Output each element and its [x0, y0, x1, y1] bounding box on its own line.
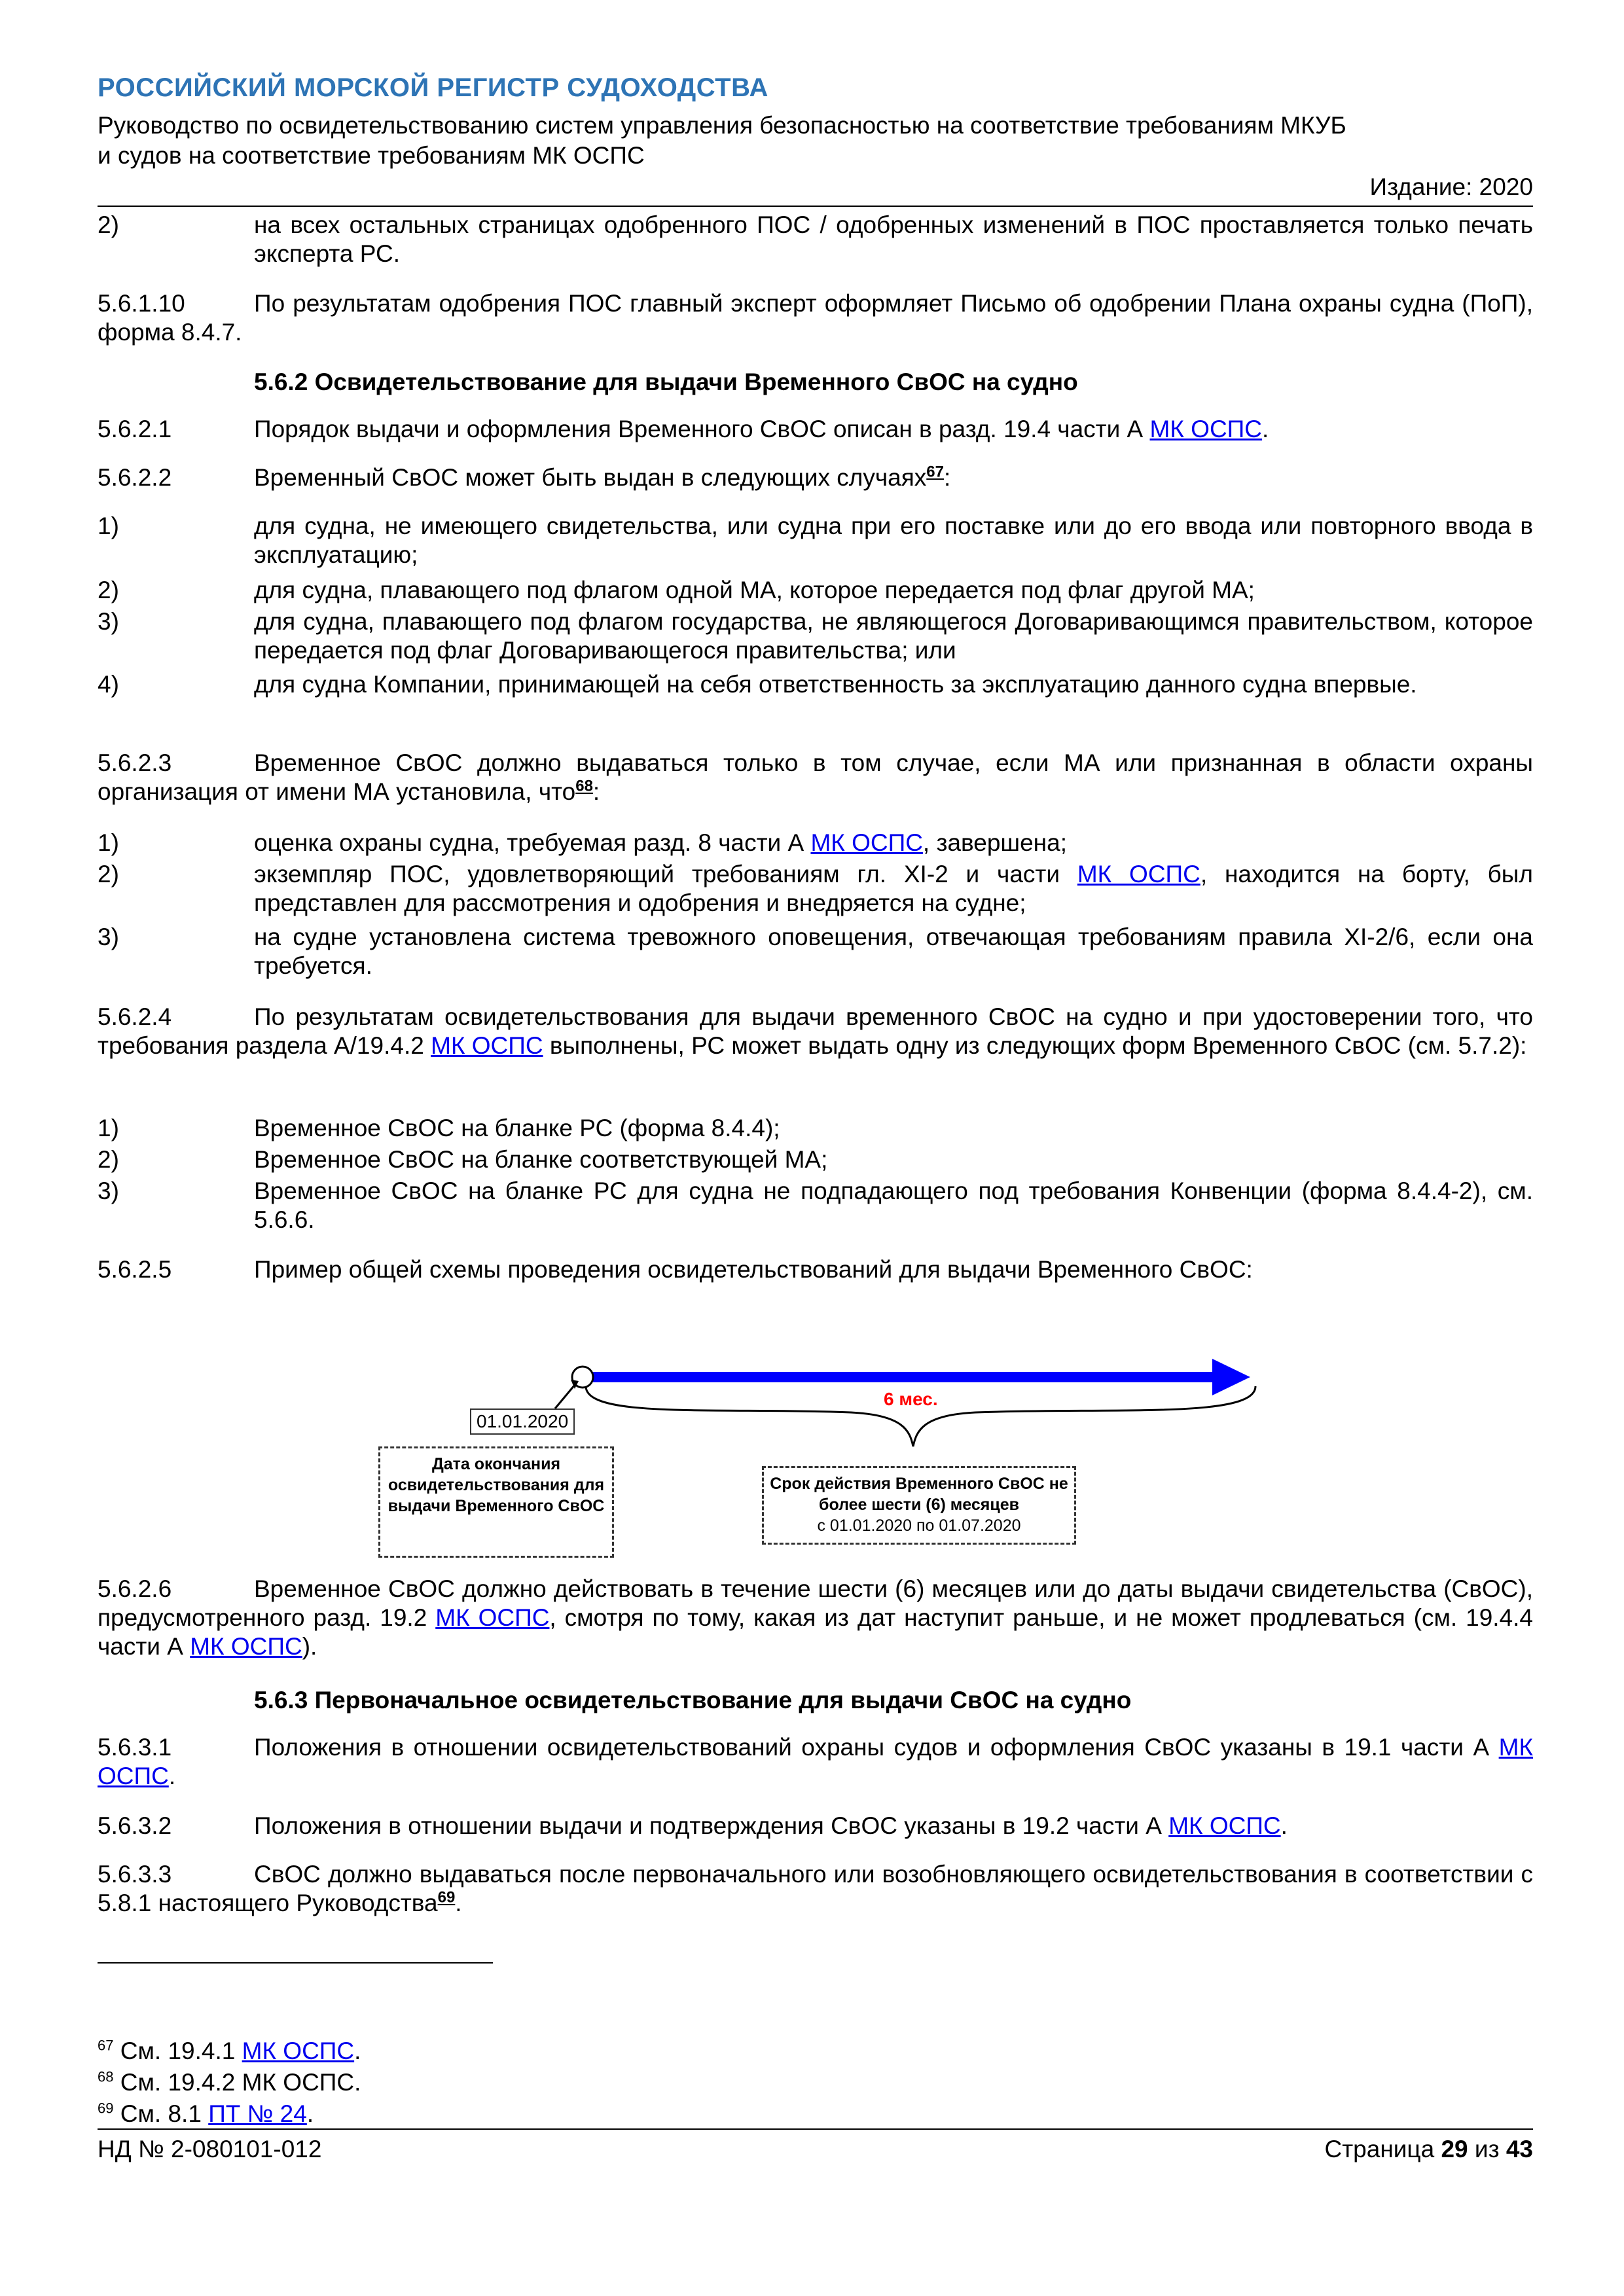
document-title-line-2: и судов на соответствие требованиям МК ОСПС — [98, 142, 645, 169]
document-title-line-1: Руководство по освидетельствованию систем управления безопасностью на соответствие требованиям МКУБ — [98, 112, 1346, 139]
page-current: 29 — [1441, 2136, 1468, 2162]
footnote-ref-68[interactable]: 68 — [575, 777, 593, 795]
paragraph-text: выполнены, РС может выдать одну из следующих форм Временного СвОС (см. 5.7.2): — [543, 1032, 1527, 1059]
mk-osps-link[interactable]: МК ОСПС — [190, 1633, 302, 1660]
paragraph-number: 5.6.2.2 — [98, 464, 172, 491]
list-text: для судна, плавающего под флагом государства, не являющегося Договаривающимся правительством, которое передается под флаг Договаривающегося правительства; или — [254, 608, 1533, 664]
punctuation: : — [943, 464, 951, 491]
paragraph-text: По результатам одобрения ПОС главный эксперт оформляет Письмо об одобрении Плана охраны судна (ПоП), форма 8.4.7. — [98, 290, 1533, 346]
paragraph-text: Пример общей схемы проведения освидетельствований для выдачи Временного СвОС: — [254, 1256, 1253, 1283]
punctuation: : — [592, 778, 600, 805]
date-pointer-line — [555, 1385, 575, 1408]
list-number: 2) — [98, 1146, 119, 1173]
list-text: Временное СвОС на бланке РС (форма 8.4.4); — [254, 1115, 780, 1141]
punctuation: . — [354, 2037, 361, 2064]
paragraph-number: 5.6.3.1 — [98, 1734, 172, 1761]
paragraph-text: По результатам освидетельствования для выдачи временного СвОС на судно и при удостоверении того, что требования раздела А/19.4.2 — [98, 1003, 1533, 1059]
mk-osps-link[interactable]: МК ОСПС — [1077, 861, 1200, 888]
page-of: из — [1468, 2136, 1506, 2162]
list-number: 3) — [98, 1177, 119, 1204]
footnote-69 — [98, 2100, 314, 2128]
footer-divider — [98, 2128, 1533, 2130]
start-point-icon — [572, 1367, 593, 1388]
paragraph-number: 5.6.1.10 — [98, 290, 185, 317]
footnote-ref-67[interactable]: 67 — [926, 463, 944, 481]
list-text: для судна, не имеющего свидетельства, или судна при его поставке или до его ввода или повторного ввода в эксплуатацию; — [254, 512, 1533, 568]
mk-osps-link[interactable]: МК ОСПС — [1168, 1812, 1281, 1839]
punctuation: . — [168, 1763, 176, 1789]
document-number: НД № 2-080101-012 — [98, 2136, 322, 2162]
list-number: 4) — [98, 671, 119, 698]
mk-osps-link[interactable]: МК ОСПС — [431, 1032, 543, 1059]
list-number: 1) — [98, 829, 119, 856]
paragraph-number: 5.6.2.3 — [98, 749, 172, 776]
paragraph-number: 5.6.3.2 — [98, 1812, 172, 1839]
list-text: , находится на борту, был представлен для рассмотрения и одобрения и внедряется на судне; — [254, 861, 1533, 916]
punctuation: . — [455, 1890, 462, 1916]
punctuation: . — [1261, 416, 1269, 442]
page-total: 43 — [1506, 2136, 1533, 2162]
page-label: Страница — [1324, 2136, 1441, 2162]
footnote-mark: 67 — [98, 2037, 114, 2054]
list-number: 1) — [98, 512, 119, 539]
list-text: для судна, плавающего под флагом одной МА, которое передается под флаг другой МА; — [254, 577, 1255, 603]
footnote-text: См. 19.4.2 МК ОСПС. — [113, 2069, 361, 2096]
list-text: экземпляр ПОС, удовлетворяющий требованиям гл. XI-2 и части — [254, 861, 1077, 888]
validity-dates-text: с 01.01.2020 по 01.07.2020 — [817, 1516, 1021, 1535]
list-number: 2) — [98, 577, 119, 603]
footnote-separator — [98, 1962, 493, 1964]
list-text: , завершена; — [922, 829, 1067, 856]
section-heading-5-6-3: 5.6.3 Первоначальное освидетельствование для выдачи СвОС на судно — [254, 1687, 1132, 1713]
punctuation: . — [1280, 1812, 1288, 1839]
paragraph-number: 5.6.3.3 — [98, 1861, 172, 1888]
footnote-text: См. 19.4.1 — [113, 2037, 242, 2064]
footnote-ref-69[interactable]: 69 — [437, 1888, 456, 1907]
edition-label: Издание: 2020 — [1369, 173, 1533, 200]
mk-osps-link[interactable]: МК ОСПС — [1149, 416, 1262, 442]
list-text: на судне установлена система тревожного оповещения, отвечающая требованиям правила XI-2/6, если она требуется. — [254, 924, 1533, 979]
footnote-68 — [98, 2068, 361, 2097]
paragraph-text: Положения в отношении выдачи и подтверждения СвОС указаны в 19.2 части А — [254, 1812, 1169, 1839]
organization-title: РОССИЙСКИЙ МОРСКОЙ РЕГИСТР СУДОХОДСТВА — [98, 73, 768, 102]
list-number: 3) — [98, 924, 119, 950]
paragraph-number: 5.6.2.1 — [98, 416, 172, 442]
punctuation: . — [306, 2100, 314, 2127]
list-text: для судна Компании, принимающей на себя ответственность за эксплуатацию данного судна впервые. — [254, 671, 1417, 698]
paragraph-text: СвОС должно выдаваться после первоначального или возобновляющего освидетельствования в соответствии с 5.8.1 настоящего Руководства — [98, 1861, 1533, 1916]
pt-24-link[interactable]: ПТ № 24 — [208, 2100, 307, 2127]
list-number: 2) — [98, 861, 119, 888]
list-text: Временное СвОС на бланке РС для судна не подпадающего под требования Конвенции (форма 8.4.4-2), см. 5.6.6. — [254, 1177, 1533, 1233]
footnote-67 — [98, 2037, 361, 2066]
paragraph-text: , смотря по тому, какая из дат наступит раньше, и не может продлеваться (см. 19.4.4 части А — [98, 1604, 1533, 1660]
validity-period-box — [762, 1466, 1076, 1545]
header-divider — [98, 206, 1533, 207]
paragraph-number: 5.6.2.6 — [98, 1575, 172, 1602]
list-number: 1) — [98, 1115, 119, 1141]
paragraph-text: Временное СвОС должно выдаваться только в том случае, если МА или признанная в области охраны организация от имени МА установила, что — [98, 749, 1533, 805]
survey-end-date-box: Дата окончания освидетельствования для выдачи Временного СвОС — [378, 1446, 614, 1558]
paragraph-text: ). — [302, 1633, 317, 1660]
section-heading-5-6-2: 5.6.2 Освидетельствование для выдачи Временного СвОС на судно — [254, 368, 1078, 395]
paragraph-text: Временный СвОС может быть выдан в следующих случаях — [254, 464, 927, 491]
list-number: 2) — [98, 211, 119, 238]
paragraph-number: 5.6.2.5 — [98, 1256, 172, 1283]
list-number: 3) — [98, 608, 119, 635]
list-text: Временное СвОС на бланке соответствующей МА; — [254, 1146, 828, 1173]
date-box: 01.01.2020 — [470, 1408, 575, 1435]
validity-arrow-head — [1212, 1359, 1250, 1395]
mk-osps-link[interactable]: МК ОСПС — [435, 1604, 550, 1631]
paragraph-number: 5.6.2.4 — [98, 1003, 172, 1030]
paragraph-text: Положения в отношении освидетельствований охраны судов и оформления СвОС указаны в 19.1 части А — [254, 1734, 1499, 1761]
paragraph-text: Порядок выдачи и оформления Временного СвОС описан в разд. 19.4 части А — [254, 416, 1150, 442]
validity-period-text: Срок действия Временного СвОС не более шести (6) месяцев — [770, 1475, 1068, 1514]
list-text: оценка охраны судна, требуемая разд. 8 части А — [254, 829, 811, 856]
footnote-mark: 68 — [98, 2068, 114, 2085]
list-text: на всех остальных страницах одобренного ПОС / одобренных изменений в ПОС проставляется только печать эксперта РС. — [254, 211, 1533, 267]
mk-osps-link[interactable]: МК ОСПС — [98, 1734, 1533, 1789]
mk-osps-link[interactable]: МК ОСПС — [242, 2037, 355, 2064]
mk-osps-link[interactable]: МК ОСПС — [810, 829, 923, 856]
paragraph-text: Временное СвОС должно действовать в течение шести (6) месяцев или до даты выдачи свидетельства (СвОС), предусмотренного разд. 19.2 — [98, 1575, 1533, 1631]
footnote-text: См. 8.1 — [113, 2100, 209, 2127]
page-number — [1325, 2135, 1534, 2164]
period-label: 6 мес. — [884, 1389, 938, 1409]
footnote-mark: 69 — [98, 2100, 114, 2117]
